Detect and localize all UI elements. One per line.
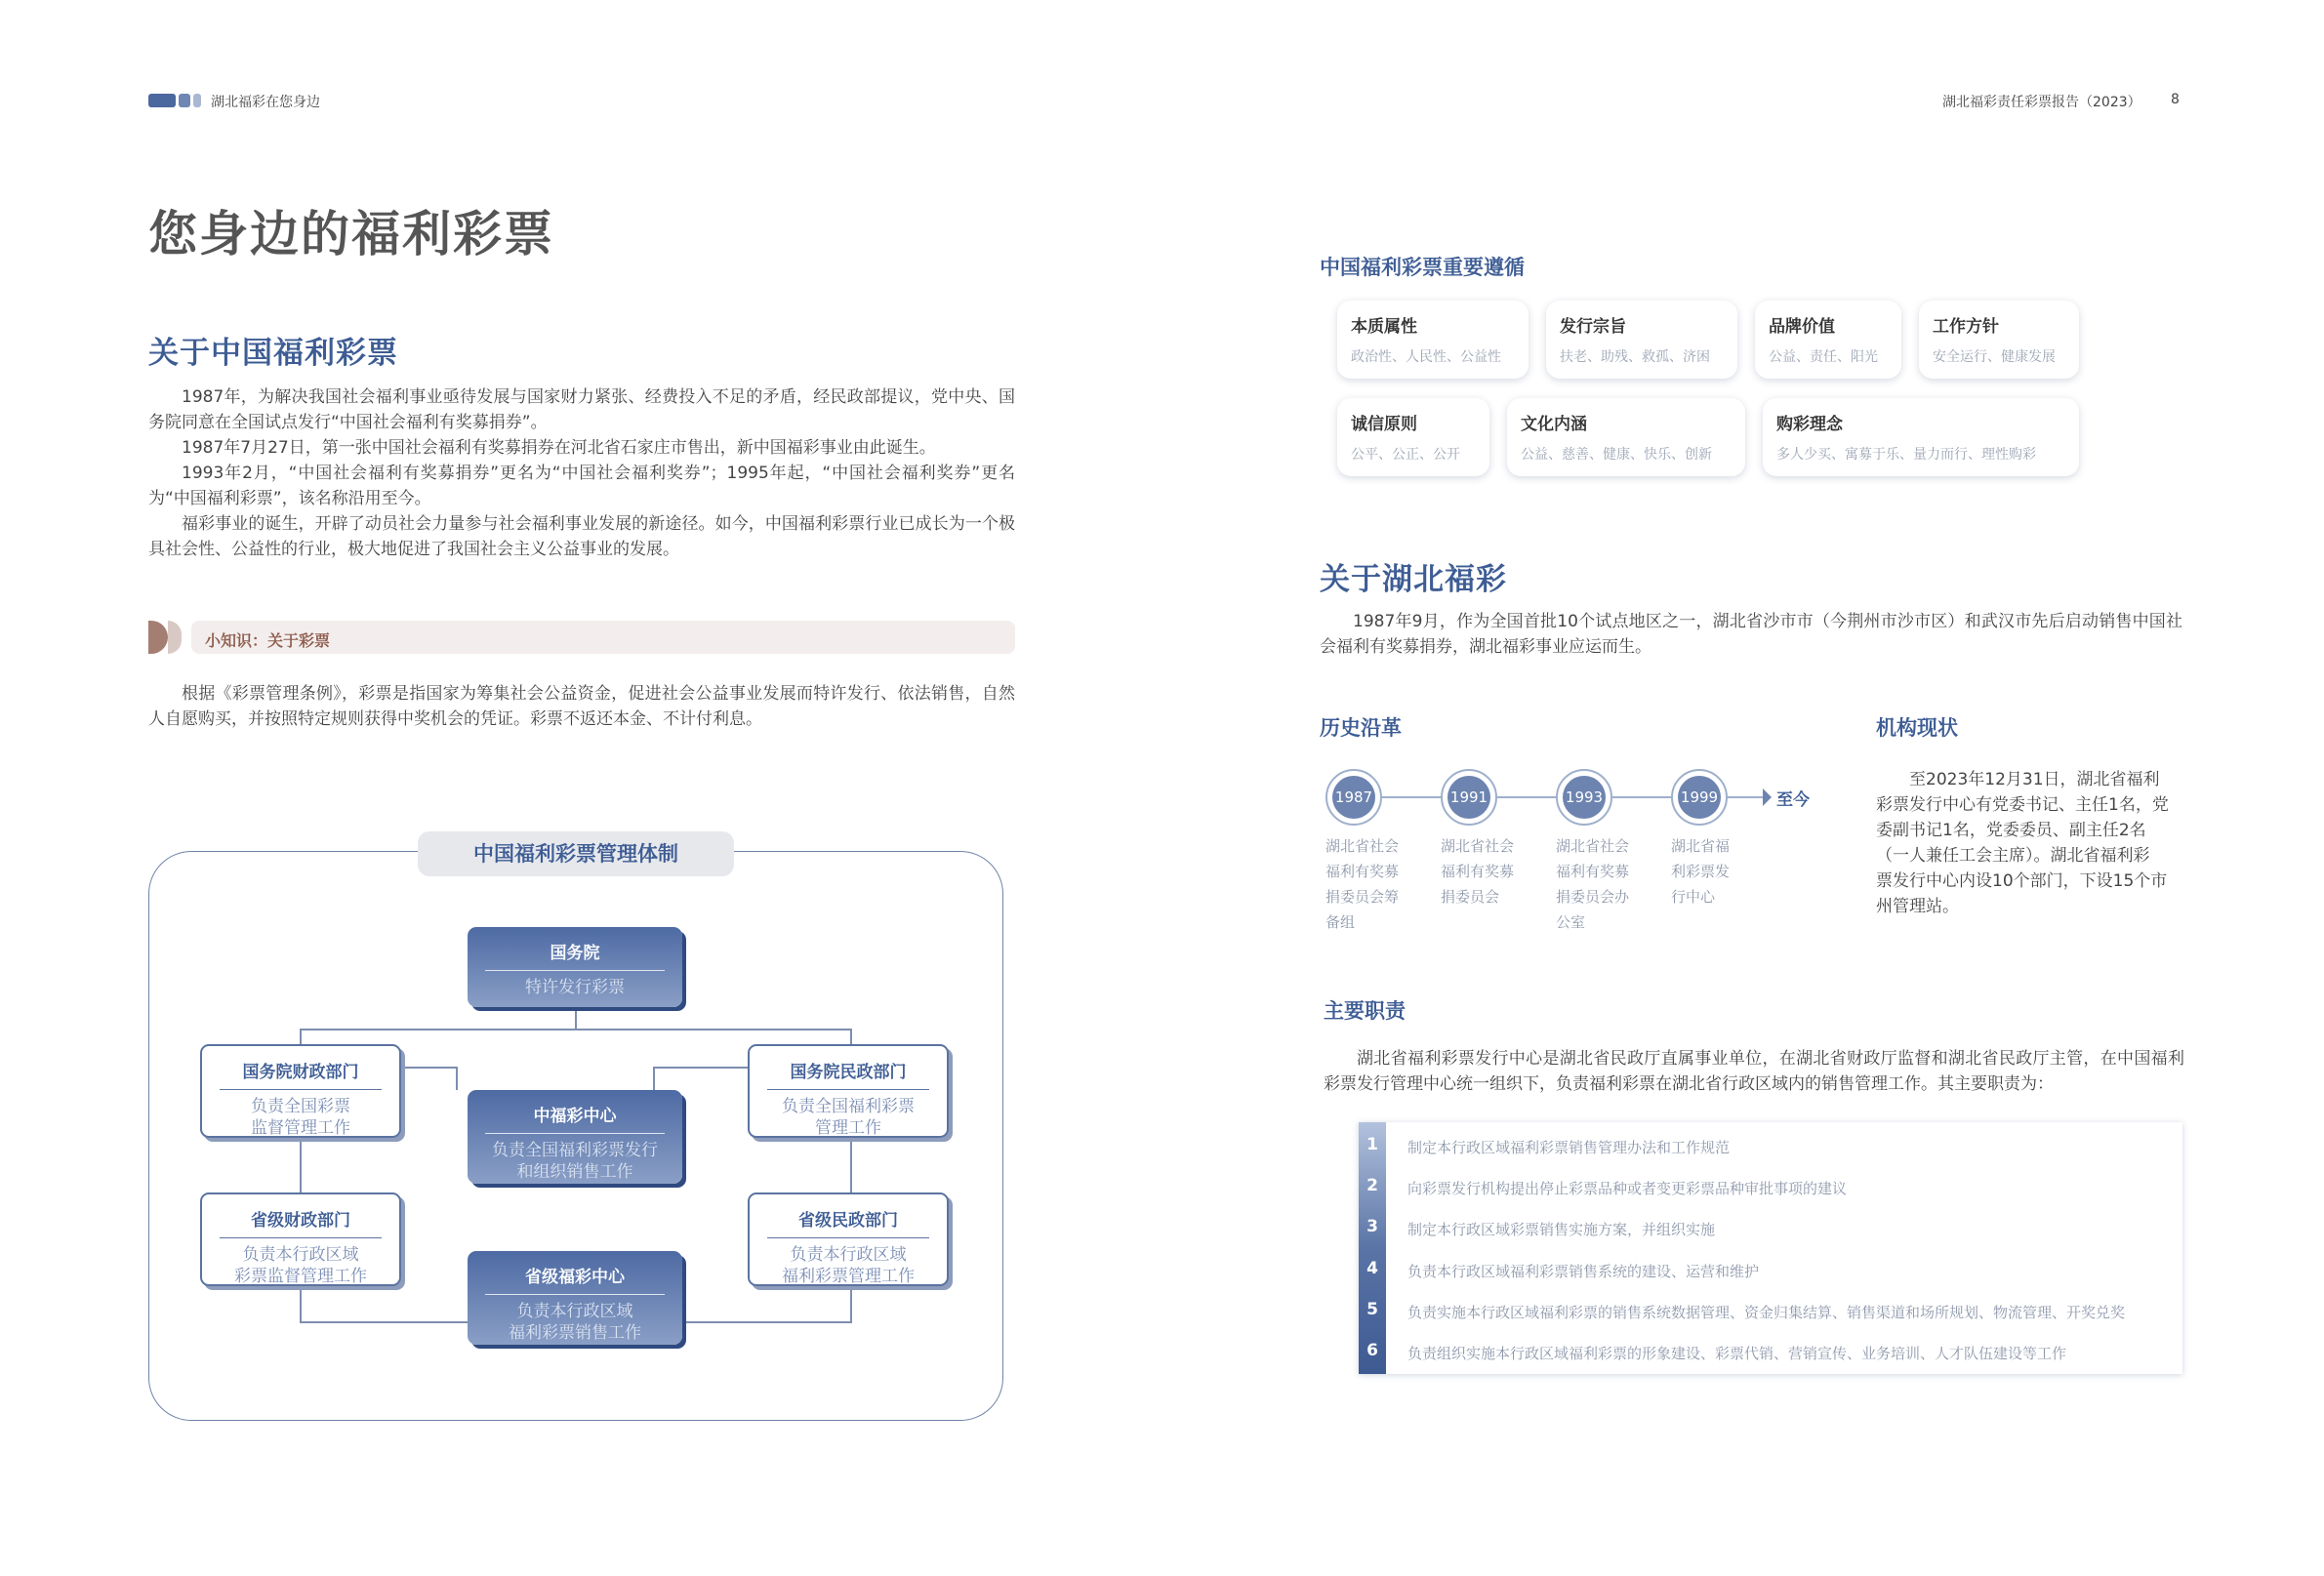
org-box-desc: 管理工作 bbox=[815, 1118, 881, 1138]
principle-title: 购彩理念 bbox=[1776, 415, 1843, 434]
right-header-text: 湖北福彩责任彩票报告（2023） bbox=[1942, 95, 2141, 110]
duty-number: 1 bbox=[1366, 1135, 1378, 1154]
org-box-provincial-finance bbox=[200, 1192, 401, 1286]
duties-number-strip bbox=[1359, 1122, 1386, 1374]
principle-title: 诚信原则 bbox=[1351, 415, 1417, 434]
principle-desc: 多人少买、寓募于乐、量力而行、理性购彩 bbox=[1776, 447, 2036, 463]
timeline-text-line: 行中心 bbox=[1671, 888, 1716, 906]
timeline-text-line: 福利有奖募 bbox=[1325, 863, 1400, 880]
page-title: 您身边的福利彩票 bbox=[148, 206, 554, 263]
org-box-divider bbox=[485, 970, 665, 971]
org-box-title: 国务院民政部门 bbox=[790, 1063, 907, 1082]
org-box-desc: 负责全国福利彩票发行 bbox=[492, 1141, 658, 1160]
connector-line bbox=[300, 1286, 302, 1323]
org-box-divider bbox=[767, 1237, 929, 1238]
principle-desc: 安全运行、健康发展 bbox=[1933, 349, 2056, 365]
left-header-text: 湖北福彩在您身边 bbox=[211, 95, 320, 110]
principle-title: 工作方针 bbox=[1933, 317, 1999, 337]
principle-card bbox=[1507, 398, 1745, 476]
intro-paragraph: 1993年2月，“中国社会福利有奖募捐券”更名为“中国社会福利奖券”；1995年起，“中国社会福利奖券”更名为“中国福利彩票”，该名称沿用至今。 bbox=[148, 464, 1015, 508]
duty-item: 负责本行政区域福利彩票销售系统的建设、运营和维护 bbox=[1407, 1263, 1760, 1280]
org-status-line: 州管理站。 bbox=[1876, 897, 1959, 916]
org-box-desc: 负责本行政区域 bbox=[790, 1245, 907, 1265]
duty-number: 4 bbox=[1366, 1259, 1378, 1278]
org-box-desc: 负责本行政区域 bbox=[242, 1245, 359, 1265]
hubei-paragraph: 1987年9月，作为全国首批10个试点地区之一，湖北省沙市市（今荆州市沙市区）和武汉市先后启动销售中国社会福利有奖募捐券，湖北福彩事业应运而生。 bbox=[1320, 612, 2182, 657]
org-box-title: 中福彩中心 bbox=[533, 1107, 617, 1126]
connector-line bbox=[653, 1067, 655, 1090]
connector-line bbox=[684, 1321, 852, 1323]
timeline-year: 1999 bbox=[1678, 776, 1721, 819]
tip-text-block bbox=[148, 681, 1015, 732]
duty-number: 2 bbox=[1366, 1176, 1378, 1195]
org-box-civil-ministry bbox=[748, 1044, 949, 1138]
org-box-title: 省级民政部门 bbox=[798, 1211, 898, 1231]
org-box-title: 省级财政部门 bbox=[251, 1211, 350, 1231]
timeline-end-label: 至今 bbox=[1776, 790, 1810, 810]
org-box-provincial-civil bbox=[748, 1192, 949, 1286]
connector-line bbox=[850, 1138, 852, 1194]
principle-title: 品牌价值 bbox=[1769, 317, 1835, 337]
header-decoration bbox=[148, 94, 203, 107]
principle-desc: 公益、慈善、健康、快乐、创新 bbox=[1521, 447, 1712, 463]
principle-desc: 公平、公正、公开 bbox=[1351, 447, 1460, 463]
duty-item: 制定本行政区域彩票销售实施方案，并组织实施 bbox=[1407, 1221, 1716, 1238]
duty-item: 制定本行政区域福利彩票销售管理办法和工作规范 bbox=[1407, 1139, 1731, 1156]
org-box-divider bbox=[220, 1089, 382, 1090]
org-box-desc: 负责全国彩票 bbox=[251, 1097, 350, 1116]
principle-card bbox=[1337, 301, 1529, 379]
timeline-text-line: 湖北省社会 bbox=[1325, 837, 1400, 855]
timeline-text-line: 利彩票发 bbox=[1671, 863, 1731, 880]
org-box-desc: 福利彩票管理工作 bbox=[782, 1267, 915, 1286]
timeline-node bbox=[1325, 769, 1382, 826]
principle-card bbox=[1546, 301, 1737, 379]
duties-title: 主要职责 bbox=[1324, 999, 1406, 1023]
org-box-zfc-center bbox=[468, 1090, 682, 1184]
duty-item: 向彩票发行机构提出停止彩票品种或者变更彩票品种审批事项的建议 bbox=[1407, 1180, 1848, 1197]
intro-paragraph: 福彩事业的诞生，开辟了动员社会力量参与社会福利事业发展的新途径。如今，中国福利彩票行业已成长为一个极具社会性、公益性的行业，极大地促进了我国社会主义公益事业的发展。 bbox=[148, 514, 1015, 559]
principle-card bbox=[1337, 398, 1489, 476]
timeline-text-line: 公室 bbox=[1556, 913, 1586, 931]
tip-label: 小知识：关于彩票 bbox=[205, 631, 331, 650]
timeline-text-line: 备组 bbox=[1325, 913, 1356, 931]
tip-decoration bbox=[148, 621, 187, 654]
connector-line bbox=[456, 1067, 458, 1090]
org-box-desc: 特许发行彩票 bbox=[525, 978, 625, 997]
org-status-title: 机构现状 bbox=[1876, 716, 1958, 740]
org-status-line: 至2023年12月31日，湖北省福利 bbox=[1909, 770, 2160, 789]
principle-desc: 政治性、人民性、公益性 bbox=[1351, 349, 1501, 365]
org-status-text bbox=[1876, 767, 2188, 919]
timeline-text-line: 福利有奖募 bbox=[1556, 863, 1630, 880]
org-box-desc: 负责全国福利彩票 bbox=[782, 1097, 915, 1116]
intro-text bbox=[148, 384, 1015, 562]
org-box-state-council bbox=[468, 927, 682, 1007]
connector-line bbox=[850, 1286, 852, 1323]
timeline-text bbox=[1556, 833, 1638, 935]
tip-paragraph: 根据《彩票管理条例》，彩票是指国家为筹集社会公益资金，促进社会公益事业发展而特许发行、依法销售，自然人自愿购买，并按照特定规则获得中奖机会的凭证。彩票不返还本金、不计付利息。 bbox=[148, 684, 1015, 729]
intro-paragraph: 1987年，为解决我国社会福利事业亟待发展与国家财力紧张、经费投入不足的矛盾，经民政部提议，党中央、国务院同意在全国试点发行“中国社会福利有奖募捐券”。 bbox=[148, 387, 1015, 432]
principle-desc: 公益、责任、阳光 bbox=[1769, 349, 1878, 365]
timeline-text-line: 湖北省福 bbox=[1671, 837, 1731, 855]
org-status-line: （一人兼任工会主席）。湖北省福利彩 bbox=[1876, 846, 2150, 866]
section-title-hubei: 关于湖北福彩 bbox=[1320, 562, 1507, 597]
org-box-provincial-center bbox=[468, 1251, 682, 1345]
org-box-title: 省级福彩中心 bbox=[525, 1268, 625, 1287]
history-title: 历史沿革 bbox=[1320, 716, 1402, 740]
timeline-node bbox=[1556, 769, 1612, 826]
timeline-text-line: 捐委员会筹 bbox=[1325, 888, 1400, 906]
hubei-text bbox=[1320, 609, 2182, 660]
org-box-divider bbox=[220, 1237, 382, 1238]
intro-paragraph: 1987年7月27日，第一张中国社会福利有奖募捐券在河北省石家庄市售出，新中国福彩事业由此诞生。 bbox=[182, 438, 936, 458]
principle-title: 本质属性 bbox=[1351, 317, 1417, 337]
org-box-divider bbox=[485, 1294, 665, 1295]
principle-title: 文化内涵 bbox=[1521, 415, 1587, 434]
timeline-arrow-icon bbox=[1763, 788, 1772, 806]
timeline-text bbox=[1671, 833, 1753, 909]
connector-line bbox=[401, 1067, 456, 1069]
timeline-text bbox=[1441, 833, 1523, 909]
principle-card bbox=[1755, 301, 1901, 379]
duty-number: 3 bbox=[1366, 1217, 1378, 1236]
timeline-text-line: 湖北省社会 bbox=[1441, 837, 1515, 855]
timeline-year: 1993 bbox=[1563, 776, 1606, 819]
section-title-china-lottery: 关于中国福利彩票 bbox=[148, 336, 398, 371]
timeline-year: 1991 bbox=[1447, 776, 1490, 819]
org-status-line: 彩票发行中心有党委书记、主任1名，党 bbox=[1876, 795, 2169, 815]
org-box-desc: 负责本行政区域 bbox=[516, 1302, 633, 1321]
org-box-title: 国务院 bbox=[550, 944, 600, 963]
timeline-node bbox=[1671, 769, 1728, 826]
timeline-text-line: 捐委员会 bbox=[1441, 888, 1500, 906]
org-box-title: 国务院财政部门 bbox=[242, 1063, 359, 1082]
timeline-text-line: 湖北省社会 bbox=[1556, 837, 1630, 855]
org-box-finance-ministry bbox=[200, 1044, 401, 1138]
org-status-line: 票发行中心内设10个部门，下设15个市 bbox=[1876, 871, 2168, 891]
principle-desc: 扶老、助残、救孤、济困 bbox=[1560, 349, 1710, 365]
principle-title: 发行宗旨 bbox=[1560, 317, 1626, 337]
connector-line bbox=[300, 1029, 852, 1030]
org-box-desc: 福利彩票销售工作 bbox=[509, 1323, 641, 1343]
org-box-desc: 彩票监督管理工作 bbox=[234, 1267, 367, 1286]
timeline-node bbox=[1441, 769, 1497, 826]
duty-number: 5 bbox=[1366, 1300, 1378, 1319]
timeline-text-line: 福利有奖募 bbox=[1441, 863, 1515, 880]
duties-list bbox=[1359, 1122, 2182, 1374]
org-box-desc: 和组织销售工作 bbox=[516, 1162, 633, 1182]
org-box-divider bbox=[767, 1089, 929, 1090]
connector-line bbox=[653, 1067, 748, 1069]
principle-card bbox=[1919, 301, 2079, 379]
org-status-line: 委副书记1名，党委委员、副主任2名 bbox=[1876, 821, 2146, 840]
duties-intro-text bbox=[1324, 1046, 2184, 1097]
connector-line bbox=[575, 1009, 577, 1029]
org-chart-title: 中国福利彩票管理体制 bbox=[418, 831, 734, 876]
duty-number: 6 bbox=[1366, 1341, 1378, 1360]
timeline-year: 1987 bbox=[1332, 776, 1375, 819]
principles-title: 中国福利彩票重要遵循 bbox=[1320, 256, 1525, 279]
org-box-divider bbox=[485, 1133, 665, 1134]
org-box-desc: 监督管理工作 bbox=[251, 1118, 350, 1138]
principle-card bbox=[1763, 398, 2079, 476]
duty-item: 负责实施本行政区域福利彩票的销售系统数据管理、资金归集结算、销售渠道和场所规划、物流管理、开奖兑奖 bbox=[1407, 1304, 2126, 1321]
timeline-text bbox=[1325, 833, 1407, 935]
duty-item: 负责组织实施本行政区域福利彩票的形象建设、彩票代销、营销宣传、业务培训、人才队伍建设等工作 bbox=[1407, 1345, 2067, 1362]
connector-line bbox=[300, 1321, 468, 1323]
page-number: 8 bbox=[2171, 92, 2180, 107]
timeline-text-line: 捐委员会办 bbox=[1556, 888, 1630, 906]
duties-intro: 湖北省福利彩票发行中心是湖北省民政厅直属事业单位，在湖北省财政厅监督和湖北省民政厅主管，在中国福利彩票发行管理中心统一组织下，负责福利彩票在湖北省行政区域内的销售管理工作。其主要职责为： bbox=[1324, 1049, 2184, 1094]
connector-line bbox=[300, 1138, 302, 1194]
